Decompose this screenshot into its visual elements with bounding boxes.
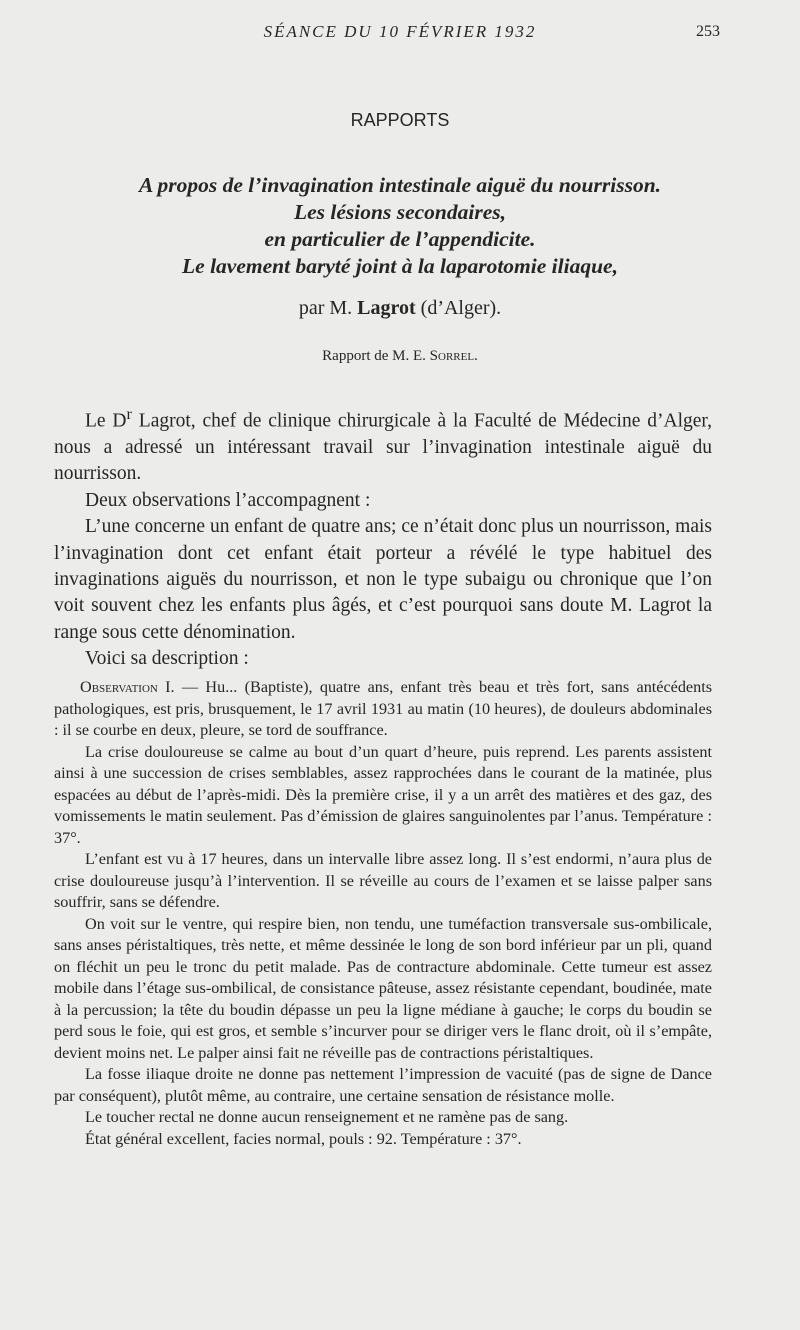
paragraph: L’enfant est vu à 17 heures, dans un intervalle libre assez long. Il s’est endormi, n’aura plus de crise douloureuse jusqu’à l’intervention. Il se réveille au cours de l’examen et se laisse palper sans souffrir, sans se défendre. xyxy=(54,850,712,911)
paragraph: On voit sur le ventre, qui respire bien, non tendu, une tuméfaction transversale sus-ombilicale, sans anses péristaltiques, très nette, et même dessinée le long de son bord inférieur par un pli, quand on fléchit un peu le tronc du petit malade. Pas de contracture abdominale. Cette tumeur est assez mobile dans l’étage sus-ombilical, de consistance pâteuse, assez résistante cependant, boudinée, mate à la percussion; la tête du boudin dépasse un peu la ligne médiane à gauche; le corps du boudin se perd sous le foie, qui est gros, et semble s’incurver pour se diriger vers le flanc droit, où il s’empâte, devient moins net. Le palper ainsi fait ne réveille pas de contractions péristaltiques. xyxy=(54,914,712,1062)
superscript: r xyxy=(126,405,132,423)
report-prefix: Rapport de M. E. xyxy=(322,348,426,364)
reporter-name: Sorrel. xyxy=(429,348,478,364)
paragraph: La fosse iliaque droite ne donne pas nettement l’impression de vacuité (pas de signe de Dance par conséquent), plutôt même, au contraire, une certaine sensation de résistance molle. xyxy=(54,1065,712,1105)
paragraph: L’une concerne un enfant de quatre ans; ce n’était donc plus un nourrisson, mais l’invagination dont cet enfant était porteur a révélé le type habituel des invaginations aiguës du nourrisson, et non le type subaigu ou chronique que l’on voit souvent chez les enfants plus âgés, et c’est pourquoi sans doute M. Lagrot la range sous cette dénomination. xyxy=(54,516,712,643)
paragraph-lead: Le D xyxy=(85,410,127,432)
paragraph: Le toucher rectal ne donne aucun renseignement et ne ramène pas de sang. xyxy=(85,1108,569,1126)
title-line: Le lavement baryté joint à la laparotomie iliaque, xyxy=(182,254,618,278)
author-name: Lagrot xyxy=(357,297,416,319)
section-heading: RAPPORTS xyxy=(350,110,450,130)
paragraph xyxy=(54,677,712,742)
intro-text xyxy=(54,401,712,673)
title-line: Les lésions secondaires, xyxy=(293,200,506,224)
title-line: en particulier de l’appendicite. xyxy=(264,227,536,251)
running-title: SÉANCE DU 10 FÉVRIER 1932 xyxy=(263,22,537,41)
byline-prefix: par M. xyxy=(298,297,353,319)
observation-text xyxy=(54,677,712,1150)
paragraph: Voici sa description : xyxy=(85,648,249,670)
paragraph: Deux observations l’accompagnent : xyxy=(85,489,371,511)
observation-label: Observation I. xyxy=(80,678,175,696)
paragraph: La crise douloureuse se calme au bout d’un quart d’heure, puis reprend. Les parents assistent ainsi à une succession de crises semblables, assez rapprochées dans le courant de la matinée, plus espacées au début de l’après-midi. Dès la première crise, il y a un arrêt des matières et des gaz, des vomissements le matin seulement. Pas d’émission de glaires sanguinolentes par l’anus. Température : 37°. xyxy=(54,742,712,847)
paragraph-text: Lagrot, chef de clinique chirurgicale à la Faculté de Médecine d’Alger, nous a adressé un intéressant travail sur l’invagination intestinale aiguë du nourrisson. xyxy=(54,410,712,485)
paragraph-text: — Hu... (Baptiste), quatre ans, enfant très beau et très fort, sans antécédents pathologiques, est pris, brusquement, le 17 avril 1931 au matin (10 heures), de douleurs abdominales : il se courbe en deux, pleure, se tord de souffrance. xyxy=(54,678,713,739)
byline-affiliation: (d’Alger). xyxy=(420,297,502,319)
paragraph: État général excellent, facies normal, pouls : 92. Température : 37°. xyxy=(85,1129,522,1148)
running-header xyxy=(0,18,800,46)
page-number: 253 xyxy=(696,23,720,40)
article-title xyxy=(0,172,800,280)
title-line: A propos de l’invagination intestinale aiguë du nourrisson. xyxy=(138,173,662,197)
byline xyxy=(0,297,800,320)
report-line xyxy=(0,348,800,365)
paragraph xyxy=(54,401,712,488)
